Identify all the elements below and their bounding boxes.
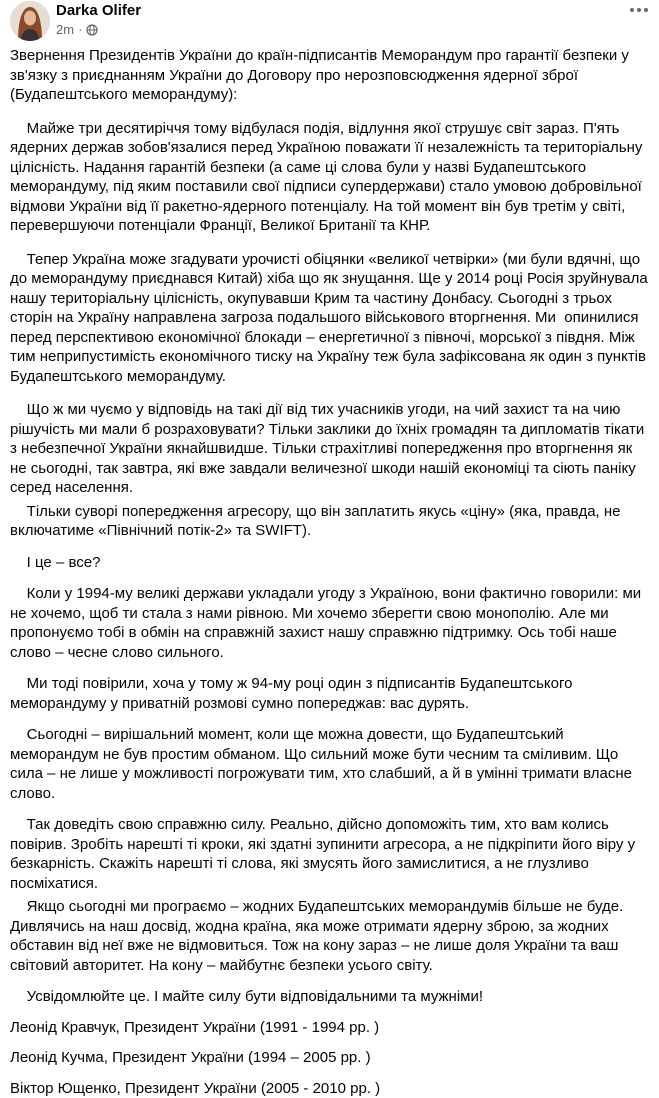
post-paragraph: Тепер Україна може згадувати урочисті обіцянки «великої четвірки» (ми були вдячні, що до меморандуму приєднався Китай) хіба що як знущання. Ще у 2014 році Росія зруйнувала нашу територіальну цілісність, окупувавши Крим та частину Донбасу. Сьогодні з трьох сторін на Україну направлена загроза подальшого військового вторгнення. Ми опинилися перед перспективою економічної блокади – енергетичної з півночі, морської з півдня. Між тим неприпустимість економічного тиску на Україну теж була зафіксована як один з пунктів Будапештського меморандуму. (10, 250, 650, 387)
globe-icon[interactable] (86, 24, 98, 36)
signature-line: Віктор Ющенко, Президент України (2005 - 2010 рр. ) (10, 1079, 650, 1098)
post-paragraph: Ми тоді повірили, хоча у тому ж 94-му році один з підписантів Будапештського меморандуму у приватній розмові сумно попереджав: вас дурять. (10, 674, 650, 713)
post-paragraph: Що ж ми чуємо у відповідь на такі дії від тих учасників угоди, на чий захист та на чию рішучість ми мали б розраховувати? Тільки заклики до їхніх громадян та дипломатів тікати з небезпечної України якнайшвидше. Тільки страхітливі попередження про вторгнення як не сьогодні, так завтра, які вже завдали величезної шкоди нашій економіці та сіють паніку серед населення. (10, 400, 650, 498)
meta-separator: · (78, 22, 82, 37)
more-dot-icon (630, 8, 634, 12)
post-body (10, 46, 650, 1098)
post-paragraph: Сьогодні – вирішальний момент, коли ще можна довести, що Будапештський меморандум не був простим обманом. Що сильний може бути чесним та сміливим. Що сила – не лише у можливості погрожувати тим, хто слабший, а й в умінні тримати власне слово. (10, 725, 650, 803)
post-meta (56, 22, 98, 37)
post-paragraph: Усвідомлюйте це. І майте силу бути відповідальними та мужніми! (10, 987, 650, 1007)
more-options-button[interactable] (625, 2, 653, 18)
signature-line: Леонід Кучма, Президент України (1994 – 2005 рр. ) (10, 1048, 650, 1068)
avatar[interactable] (10, 1, 50, 41)
author-name[interactable]: Darka Olifer (56, 2, 141, 19)
more-dot-icon (637, 8, 641, 12)
more-dot-icon (644, 8, 648, 12)
post-paragraph: Так доведіть свою справжню силу. Реально, дійсно допоможіть тим, хто вам колись повірив. Зробіть нарешті ті кроки, які здатні зупинити агресора, а не підкріпити його віру у безкарність. Скажіть нарешті ті слова, які змусять його замислитися, а не глузливо посміхатися. (10, 815, 650, 893)
post-paragraph: Тільки суворі попередження агресору, що він заплатить якусь «ціну» (яка, правда, не включатиме «Північний потік-2» та SWIFT). (10, 502, 650, 541)
signature-line: Леонід Кравчук, Президент України (1991 - 1994 рр. ) (10, 1018, 650, 1038)
post-header (0, 0, 659, 42)
post-intro: Звернення Президентів України до країн-підписантів Меморандум про гарантії безпеки у зв'язку з приєднанням України до Договору про нерозповсюдження ядерної зброї (Будапештського меморандуму): (10, 46, 650, 105)
post-paragraph: Майже три десятиріччя тому відбулася подія, відлуння якої струшує світ зараз. П'ять ядерних держав зобов'язалися перед Україною поважати її незалежність та територіальну цілісність. Надання гарантій безпеки (а саме ці слова були у назві Будапештського меморандуму, під яким поставили свої підписи супердержави) стало умовою добровільної відмови України від її ракетно-ядерного потенціалу. На той момент він був третім у світі, перевершуючи потенціали Франції, Великої Британії та КНР. (10, 119, 650, 236)
post-paragraph: Якщо сьогодні ми програємо – жодних Будапештських меморандумів більше не буде. Дивлячись на наш досвід, жодна країна, яка може отримати ядерну зброю, за жодних обставин від неї вже не відмовиться. Тож на кону зараз – не лише доля України та ваш світовий авторитет. На кону – майбутнє безпеки усього світу. (10, 897, 650, 975)
post-paragraph: Коли у 1994-му великі держави укладали угоду з Україною, вони фактично говорили: ми не хочемо, щоб ти стала з нами рівною. Ми хочемо зберегти свою монополію. Але ми пропонуємо тобі в обмін на справжній захист нашу справжню підтримку. Ось тобі наше слово – чесне слово сильного. (10, 584, 650, 662)
post-paragraph: І це – все? (10, 553, 650, 573)
post-timestamp[interactable]: 2m (56, 22, 74, 37)
